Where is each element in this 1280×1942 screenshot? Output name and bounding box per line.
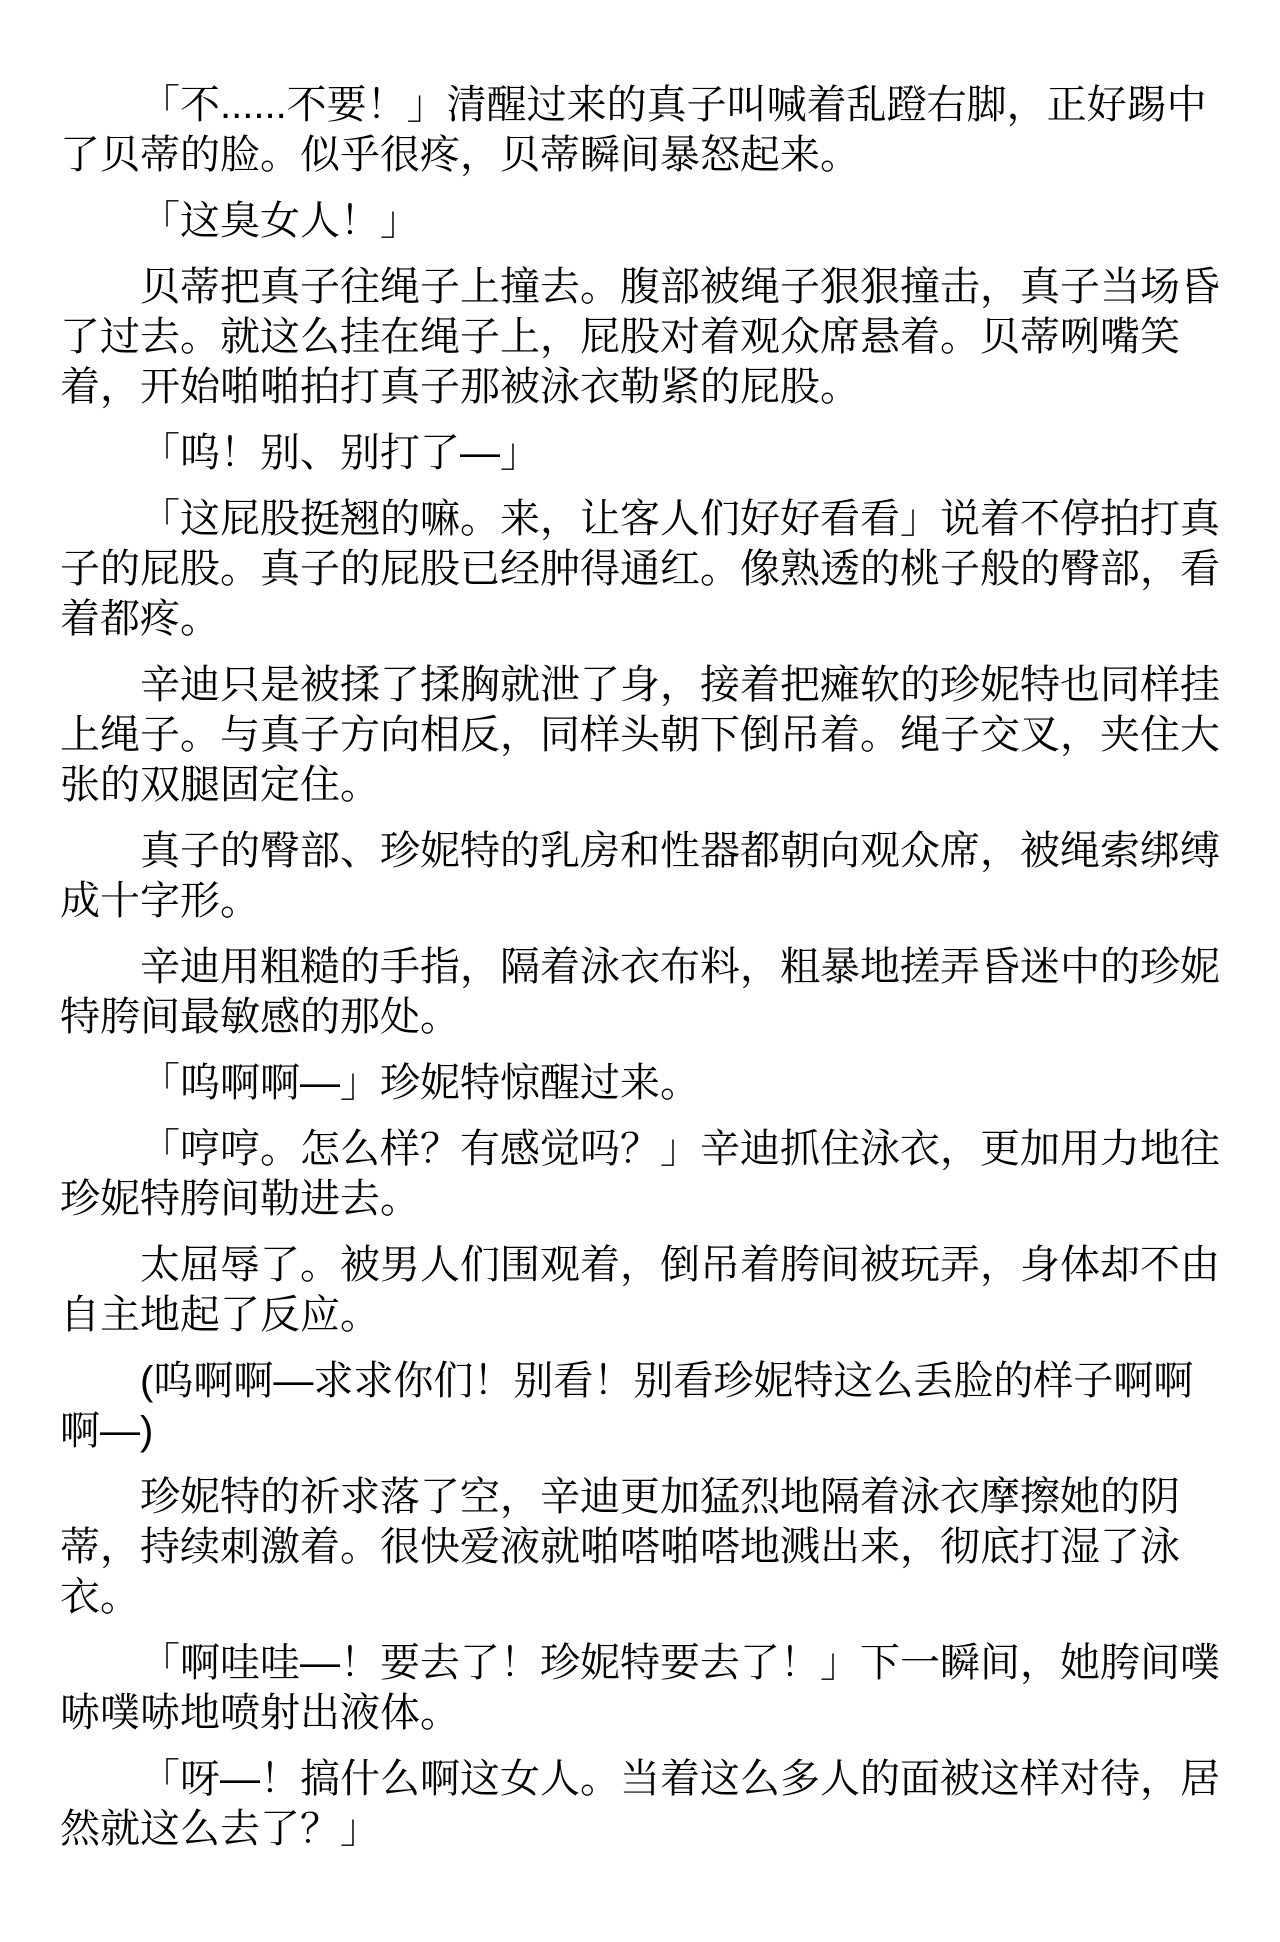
paragraph-line: 成十字形。: [60, 879, 260, 923]
paragraph: [60, 942, 1220, 1042]
paragraph-line: 了贝蒂的脸。似乎很疼，贝蒂瞬间暴怒起来。: [60, 133, 860, 177]
paragraph: [60, 660, 1220, 810]
paragraph-first-line: 珍妮特的祈求落了空，辛迪更加猛烈地隔着泳衣摩擦她的阴: [140, 1475, 1180, 1519]
paragraph-line: 上绳子。与真子方向相反，同样头朝下倒吊着。绳子交叉，夹住大: [60, 713, 1220, 757]
paragraph: [60, 196, 1220, 246]
paragraph-first-line: 「不......不要！」清醒过来的真子叫喊着乱蹬右脚，正好踢中: [140, 83, 1207, 127]
paragraph-first-line: 辛迪只是被揉了揉胸就泄了身，接着把瘫软的珍妮特也同样挂: [140, 663, 1220, 707]
paragraph-first-line: 「这臭女人！」: [140, 199, 420, 243]
paragraph-first-line: 「呀—！搞什么啊这女人。当着这么多人的面被这样对待，居: [140, 1757, 1220, 1801]
paragraph-line: 特胯间最敏感的那处。: [60, 995, 460, 1039]
paragraph-first-line: (呜啊啊—求求你们！别看！别看珍妮特这么丢脸的样子啊啊: [140, 1359, 1194, 1403]
paragraph-first-line: 「这屁股挺翘的嘛。来，让客人们好好看看」说着不停拍打真: [140, 497, 1220, 541]
paragraph-line: 珍妮特胯间勒进去。: [60, 1177, 420, 1221]
paragraph: [60, 428, 1220, 478]
paragraph: [60, 1638, 1220, 1738]
paragraph-first-line: 「呜啊啊—」珍妮特惊醒过来。: [140, 1061, 700, 1105]
paragraph: [60, 1472, 1220, 1622]
paragraph-line: 着，开始啪啪拍打真子那被泳衣勒紧的屁股。: [60, 365, 860, 409]
paragraph-first-line: 辛迪用粗糙的手指，隔着泳衣布料，粗暴地搓弄昏迷中的珍妮: [140, 945, 1220, 989]
paragraph: [60, 1240, 1220, 1340]
paragraph-line: 着都疼。: [60, 597, 220, 641]
paragraph: [60, 1356, 1220, 1456]
paragraph-line: 自主地起了反应。: [60, 1293, 380, 1337]
paragraph-first-line: 真子的臀部、珍妮特的乳房和性器都朝向观众席，被绳索绑缚: [140, 829, 1220, 873]
paragraph-line: 衣。: [60, 1575, 140, 1619]
paragraph-line: 哧噗哧地喷射出液体。: [60, 1691, 460, 1735]
novel-text-body: [60, 80, 1220, 1854]
paragraph-first-line: 太屈辱了。被男人们围观着，倒吊着胯间被玩弄，身体却不由: [140, 1243, 1220, 1287]
paragraph-line: 蒂，持续刺激着。很快爱液就啪嗒啪嗒地溅出来，彻底打湿了泳: [60, 1525, 1180, 1569]
paragraph: [60, 80, 1220, 180]
paragraph-line: 张的双腿固定住。: [60, 763, 380, 807]
paragraph-first-line: 「呜！别、别打了—」: [140, 431, 540, 475]
paragraph: [60, 494, 1220, 644]
paragraph: [60, 826, 1220, 926]
paragraph: [60, 1754, 1220, 1854]
paragraph: [60, 1058, 1220, 1108]
paragraph: [60, 1124, 1220, 1224]
paragraph-first-line: 「啊哇哇—！要去了！珍妮特要去了！」下一瞬间，她胯间噗: [140, 1641, 1220, 1685]
paragraph-line: 了过去。就这么挂在绳子上，屁股对着观众席悬着。贝蒂咧嘴笑: [60, 315, 1180, 359]
paragraph-first-line: 「哼哼。怎么样？有感觉吗？」辛迪抓住泳衣，更加用力地往: [140, 1127, 1220, 1171]
paragraph-line: 啊—): [60, 1409, 154, 1453]
paragraph-line: 然就这么去了？」: [60, 1807, 380, 1851]
paragraph-line: 子的屁股。真子的屁股已经肿得通红。像熟透的桃子般的臀部，看: [60, 547, 1220, 591]
paragraph-first-line: 贝蒂把真子往绳子上撞去。腹部被绳子狠狠撞击，真子当场昏: [140, 265, 1220, 309]
paragraph: [60, 262, 1220, 412]
